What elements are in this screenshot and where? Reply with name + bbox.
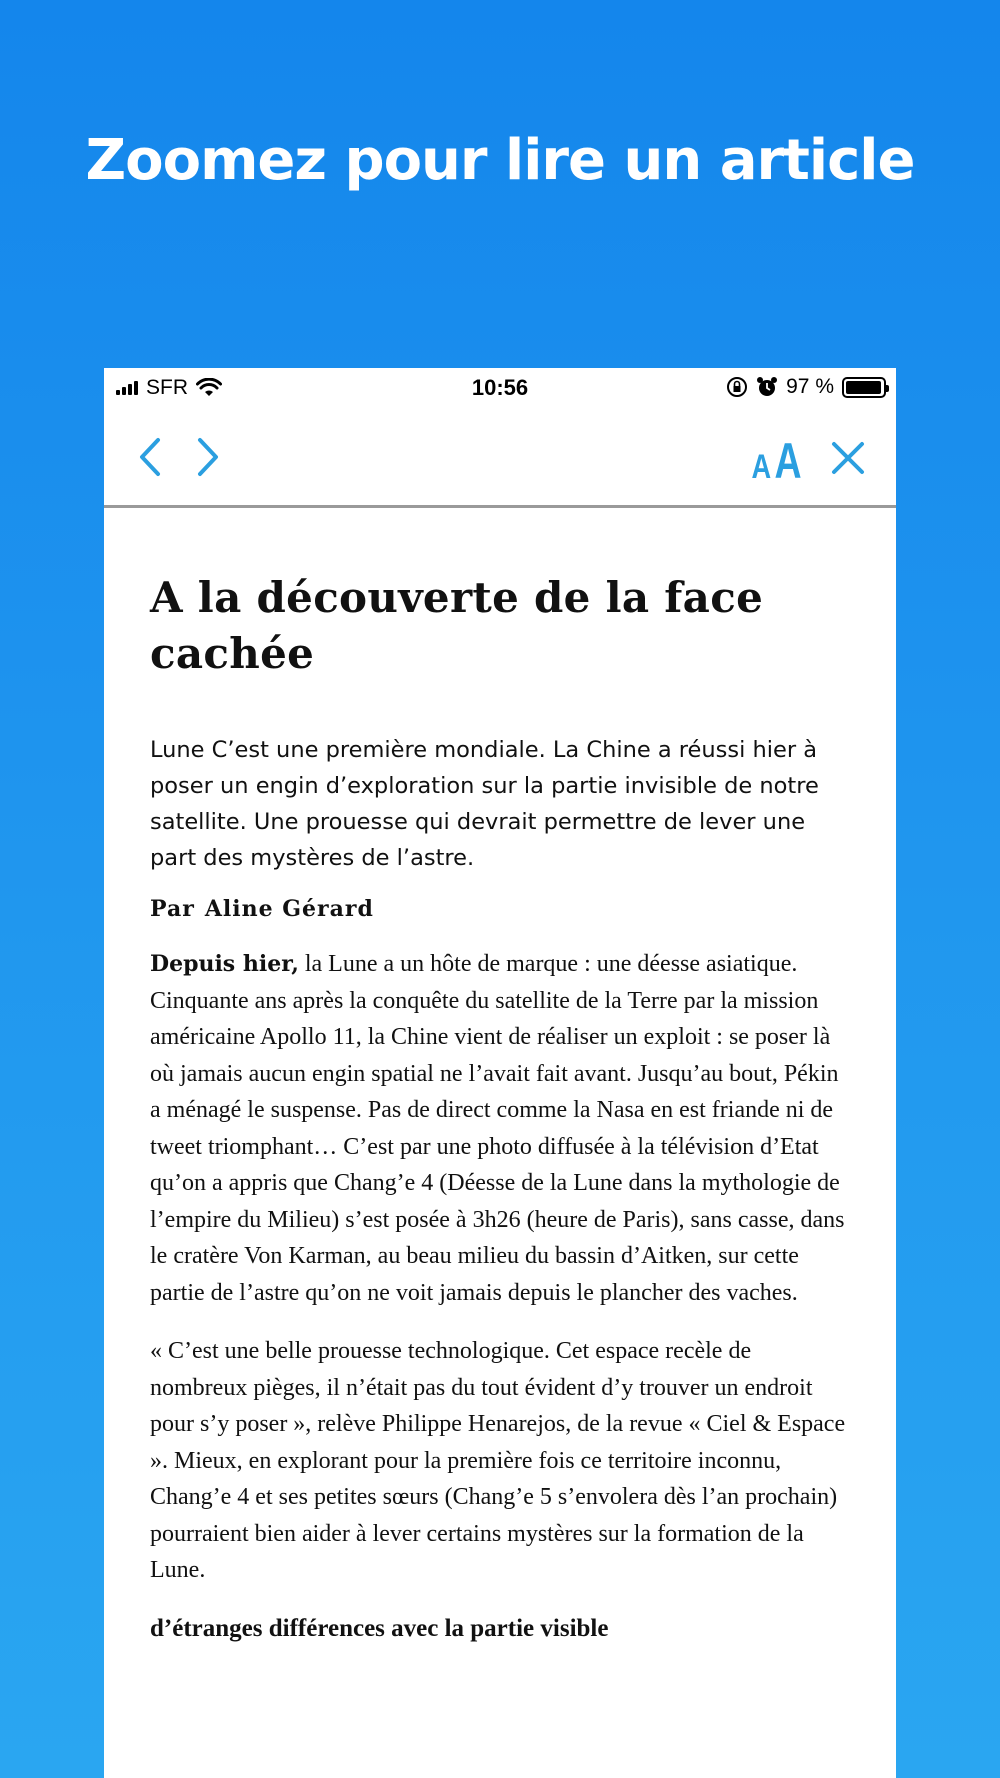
byline-author: Aline Gérard <box>204 896 374 922</box>
byline-prefix: Par <box>150 896 195 922</box>
chevron-right-icon <box>186 430 230 484</box>
font-size-large-glyph: A <box>774 433 802 489</box>
font-size-button[interactable] <box>749 430 806 489</box>
font-size-small-glyph: A <box>751 448 772 486</box>
article-body <box>104 508 896 1647</box>
battery-label: 97 % <box>786 375 834 398</box>
article-lede: Lune C’est une première mondiale. La Chine a réussi hier à poser un engin d’exploration sur la partie invisible de notre satellite. Une prouesse qui devrait permettre de lever une part des mystères de l’astre. <box>150 737 819 871</box>
reader-toolbar <box>104 408 896 508</box>
battery-icon <box>842 377 886 398</box>
article-paragraph <box>150 946 850 1311</box>
battery-fill <box>846 381 881 394</box>
article-title: A la découverte de la face cachée <box>150 573 764 678</box>
paragraph-text: la Lune a un hôte de marque : une déesse asiatique. Cinquante ans après la conquête du satellite de la Terre par la mission américaine Apollo 11, la Chine vient de réaliser un exploit : se poser là où jamais aucun engin spatial ne l’avait fait avant. Jusqu’au bout, Pékin a ménagé le suspense. Pas de direct comme la Nasa en est friande ni de tweet triomphant… C’est par une photo diffusée à la télévision d’Etat qu’on a appris que Chang’e 4 (Déesse de la Lune dans la mythologie de l’empire du Milieu) s’est posée à 3h26 (heure de Paris), sans casse, dans le cratère Von Karman, au beau milieu du bassin d’Aitken, sur cette partie de l’astre qu’on ne voit jamais depuis le plancher des vaches. <box>150 951 845 1306</box>
close-button[interactable] <box>828 438 868 478</box>
alarm-icon <box>756 376 778 398</box>
article-subheading: d’étranges différences avec la partie visible <box>150 1614 609 1642</box>
next-article-button[interactable] <box>186 430 230 484</box>
carrier-label: SFR <box>146 376 188 399</box>
promo-title: Zoomez pour lire un article <box>85 128 915 193</box>
paragraph-lead-in: Depuis hier, <box>150 951 299 977</box>
status-right <box>726 375 886 399</box>
close-icon <box>828 438 868 478</box>
previous-article-button[interactable] <box>130 430 174 484</box>
chevron-left-icon <box>130 430 174 484</box>
article-byline <box>150 896 850 922</box>
status-bar <box>104 368 896 408</box>
phone-screen <box>104 368 896 1778</box>
status-time: 10:56 <box>471 375 529 400</box>
rotation-lock-icon <box>726 376 748 398</box>
article-paragraph: « C’est une belle prouesse technologique. Cet espace recèle de nombreux pièges, il n’était pas du tout évident d’y trouver un endroit pour s’y poser », relève Philippe Henarejos, de la revue « Ciel & Espace ». Mieux, en explorant pour la première fois ce territoire inconnu, Chang’e 4 et ses petites sœurs (Chang’e 5 s’envolera dès l’an prochain) pourraient bien aider à lever certains mystères sur la formation de la Lune. <box>150 1338 846 1583</box>
